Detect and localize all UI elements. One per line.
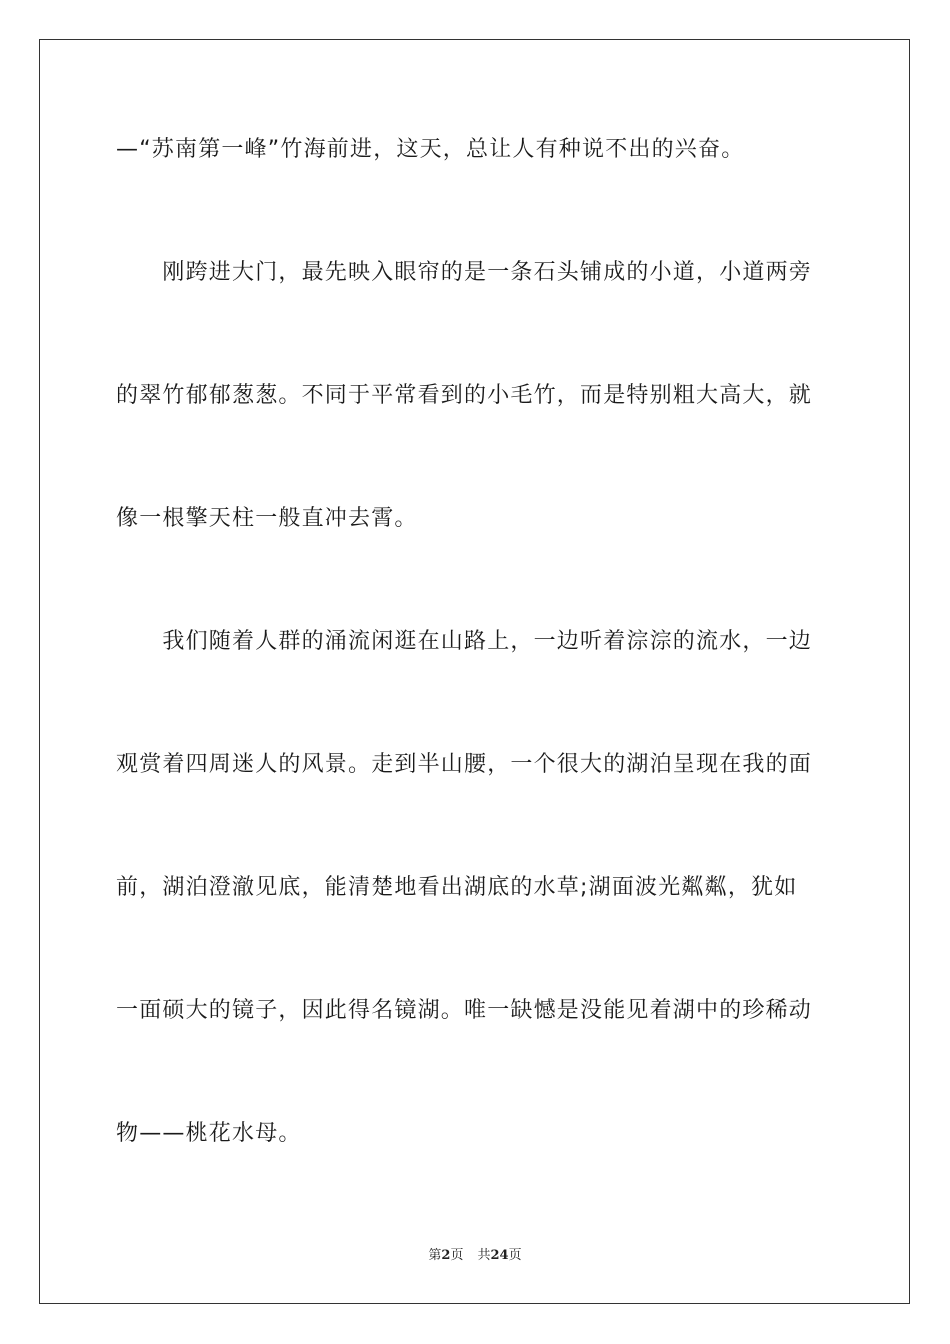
text-line: 刚跨进大门，最先映入眼帘的是一条石头铺成的小道，小道两旁 [116,260,813,285]
text-line: 像一根擎天柱一般直冲去霄。 [116,506,418,531]
text-line: 前，湖泊澄澈见底，能清楚地看出湖底的水草;湖面波光粼粼，犹如 [116,875,798,900]
total-prefix: 共 [477,1248,491,1263]
text-line: 观赏着四周迷人的风景。走到半山腰，一个很大的湖泊呈现在我的面 [116,752,813,777]
total-pages: 24 [490,1248,509,1263]
page-prefix: 第 [428,1248,442,1263]
text-line: 物——桃花水母。 [116,1121,302,1146]
total-suffix: 页 [508,1248,522,1263]
text-line: 的翠竹郁郁葱葱。不同于平常看到的小毛竹，而是特别粗大高大，就 [116,383,813,408]
text-line: 一面硕大的镜子，因此得名镜湖。唯一缺憾是没能见着湖中的珍稀动 [116,998,813,1023]
page-border [39,39,910,1304]
page-footer [0,1247,950,1265]
page-number: 2 [441,1248,451,1263]
page-suffix: 页 [450,1248,464,1263]
text-line: 我们随着人群的涌流闲逛在山路上，一边听着淙淙的流水，一边 [116,629,813,654]
text-line: —“苏南第一峰”竹海前进，这天，总让人有种说不出的兴奋。 [116,137,745,162]
